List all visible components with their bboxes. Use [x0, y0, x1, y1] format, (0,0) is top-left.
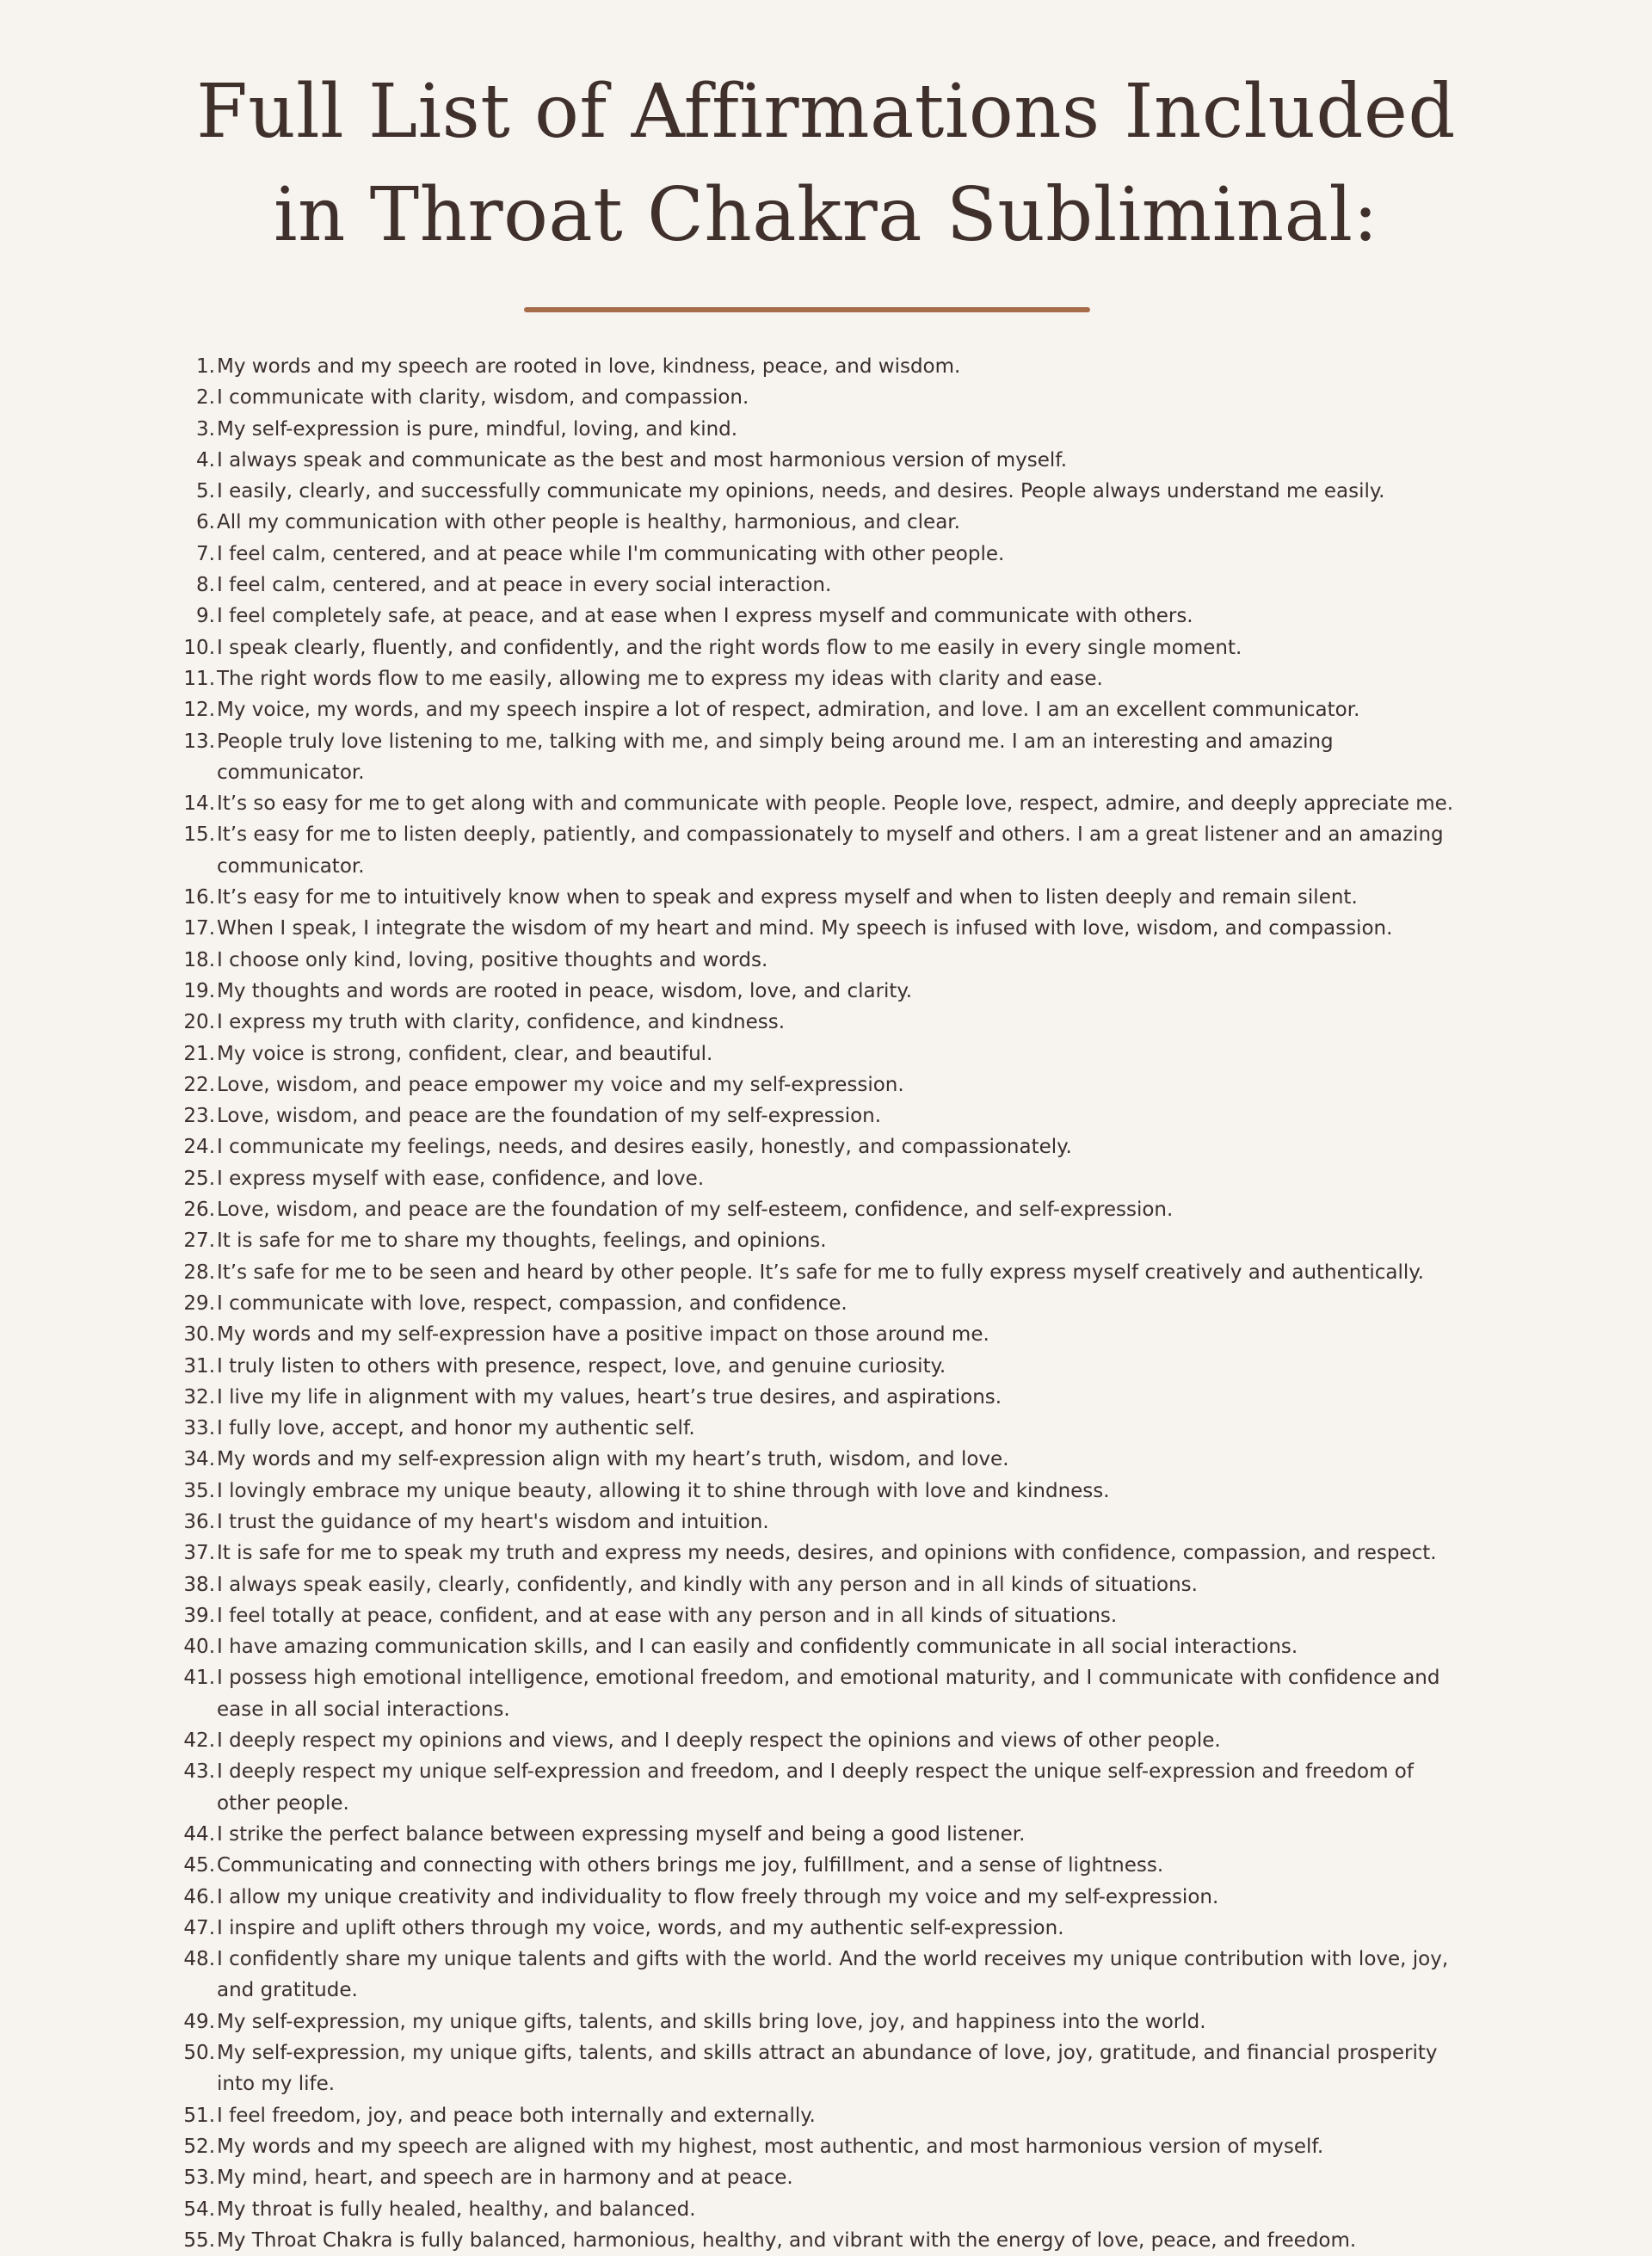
item-number: 44. — [183, 1822, 215, 1846]
item-number: 51. — [183, 2104, 215, 2127]
item-text: I inspire and uplift others through my voice, words, and my authentic self-expression. — [217, 1916, 1064, 1939]
item-text: I fully love, accept, and honor my authentic self. — [217, 1417, 695, 1440]
item-number: 29. — [183, 1291, 215, 1315]
item-number: 37. — [183, 1542, 215, 1565]
item-number: 13. — [183, 730, 215, 753]
item-number: 27. — [183, 1230, 215, 1253]
item-number: 34. — [183, 1448, 215, 1471]
item-number: 32. — [183, 1385, 215, 1408]
item-text: I confidently share my unique talents and gifts with the world. And the world receives my unique contribution with love, joy, and gratitude. — [217, 1948, 1449, 2002]
page-title-line-1: Full List of Affirmations Included — [196, 69, 1456, 155]
list-item — [172, 1600, 1463, 1631]
item-number: 53. — [183, 2167, 215, 2190]
item-number: 31. — [183, 1354, 215, 1378]
item-text: I communicate my feelings, needs, and desires easily, honestly, and compassionately. — [217, 1136, 1072, 1159]
item-text: Love, wisdom, and peace are the foundation of my self-expression. — [217, 1105, 882, 1128]
item-number: 50. — [183, 2042, 215, 2065]
item-number: 22. — [183, 1073, 215, 1096]
list-item — [172, 1850, 1463, 1881]
item-text: I feel calm, centered, and at peace in every social interaction. — [217, 574, 832, 597]
list-item — [172, 976, 1463, 1007]
list-item — [172, 1569, 1463, 1600]
list-item — [172, 1100, 1463, 1131]
list-item — [172, 1444, 1463, 1475]
list-item — [172, 1194, 1463, 1225]
list-item — [172, 2006, 1463, 2037]
item-number: 4. — [196, 448, 215, 472]
item-number: 9. — [196, 605, 215, 628]
item-number: 2. — [196, 386, 215, 410]
item-text: Love, wisdom, and peace are the foundation of my self-esteem, confidence, and self-expression. — [217, 1199, 1174, 1222]
item-text: My throat is fully healed, healthy, and balanced. — [217, 2197, 696, 2221]
list-item — [172, 1819, 1463, 1850]
item-text: My self-expression is pure, mindful, loving, and kind. — [217, 417, 738, 441]
list-item — [172, 788, 1463, 819]
item-text: I always speak and communicate as the best and most harmonious version of myself. — [217, 448, 1068, 472]
item-text: When I speak, I integrate the wisdom of my heart and mind. My speech is infused with love, wisdom, and compassion. — [217, 917, 1393, 940]
item-number: 11. — [183, 667, 215, 690]
list-item — [172, 694, 1463, 725]
item-text: I feel totally at peace, confident, and at ease with any person and in all kinds of situations. — [217, 1604, 1118, 1627]
affirmations-list — [172, 351, 1463, 2256]
list-item — [172, 2194, 1463, 2225]
list-item — [172, 663, 1463, 694]
list-item — [172, 1913, 1463, 1944]
page-title — [0, 60, 1652, 267]
list-item — [172, 819, 1463, 882]
list-item — [172, 414, 1463, 445]
list-item — [172, 1069, 1463, 1100]
list-item — [172, 445, 1463, 476]
item-text: I communicate with clarity, wisdom, and compassion. — [217, 386, 749, 410]
item-number: 39. — [183, 1604, 215, 1627]
item-text: I express myself with ease, confidence, and love. — [217, 1167, 705, 1190]
list-item — [172, 726, 1463, 789]
item-number: 47. — [183, 1916, 215, 1939]
item-text: I allow my unique creativity and individuality to flow freely through my voice and my self-expression. — [217, 1885, 1219, 1908]
item-text: My mind, heart, and speech are in harmony and at peace. — [217, 2167, 793, 2190]
title-divider — [524, 307, 1090, 312]
item-number: 6. — [196, 511, 215, 534]
item-text: My words and my speech are aligned with my highest, most authentic, and most harmonious version of myself. — [217, 2135, 1324, 2158]
list-item — [172, 507, 1463, 538]
list-item — [172, 945, 1463, 976]
item-text: I lovingly embrace my unique beauty, allowing it to shine through with love and kindness. — [217, 1479, 1110, 1502]
item-text: It is safe for me to speak my truth and express my needs, desires, and opinions with confidence, compassion, and respect. — [217, 1542, 1437, 1565]
list-item — [172, 539, 1463, 570]
item-text: I always speak easily, clearly, confidently, and kindly with any person and in all kinds of situations. — [217, 1573, 1198, 1596]
list-item — [172, 882, 1463, 913]
item-text: My words and my self-expression have a positive impact on those around me. — [217, 1323, 989, 1347]
item-number: 15. — [183, 823, 215, 847]
list-item — [172, 1131, 1463, 1162]
item-text: It’s so easy for me to get along with and communicate with people. People love, respect, admire, and deeply appreciate me. — [217, 792, 1454, 816]
item-number: 35. — [183, 1479, 215, 1502]
item-text: I speak clearly, fluently, and confidently, and the right words flow to me easily in every single moment. — [217, 636, 1242, 659]
item-number: 46. — [183, 1885, 215, 1908]
item-text: All my communication with other people is healthy, harmonious, and clear. — [217, 511, 960, 534]
item-number: 10. — [183, 636, 215, 659]
item-text: I deeply respect my unique self-expression and freedom, and I deeply respect the unique self-expression and freedom of other people. — [217, 1760, 1414, 1815]
item-text: My words and my speech are rooted in love, kindness, peace, and wisdom. — [217, 355, 961, 378]
item-number: 41. — [183, 1667, 215, 1690]
item-text: I possess high emotional intelligence, emotional freedom, and emotional maturity, and I communicate with confidence and ease in all social interactions. — [217, 1667, 1440, 1721]
item-number: 14. — [183, 792, 215, 816]
item-text: The right words flow to me easily, allowing me to express my ideas with clarity and ease. — [217, 667, 1103, 690]
item-text: It’s easy for me to listen deeply, patiently, and compassionately to myself and others. I am a great listener and an amazing communicator. — [217, 823, 1444, 878]
item-number: 30. — [183, 1323, 215, 1347]
list-item — [172, 1413, 1463, 1444]
item-number: 5. — [196, 480, 215, 503]
list-item — [172, 1007, 1463, 1038]
list-item — [172, 1039, 1463, 1069]
item-number: 48. — [183, 1948, 215, 1971]
item-text: I easily, clearly, and successfully communicate my opinions, needs, and desires. People always understand me easily. — [217, 480, 1385, 503]
item-number: 36. — [183, 1510, 215, 1533]
item-text: People truly love listening to me, talking with me, and simply being around me. I am an interesting and amazing communicator. — [217, 730, 1334, 784]
item-text: I trust the guidance of my heart's wisdom and intuition. — [217, 1510, 769, 1533]
item-number: 38. — [183, 1573, 215, 1596]
list-item — [172, 351, 1463, 382]
list-item — [172, 382, 1463, 413]
item-number: 1. — [196, 355, 215, 378]
item-number: 55. — [183, 2228, 215, 2252]
item-text: I have amazing communication skills, and I can easily and confidently communicate in all social interactions. — [217, 1636, 1298, 1659]
item-number: 25. — [183, 1167, 215, 1190]
item-number: 43. — [183, 1760, 215, 1784]
page-title-line-2: in Throat Chakra Subliminal: — [274, 172, 1378, 258]
list-item — [172, 1382, 1463, 1413]
item-text: I communicate with love, respect, compassion, and confidence. — [217, 1291, 848, 1315]
list-item — [172, 1163, 1463, 1194]
item-number: 52. — [183, 2135, 215, 2158]
item-number: 21. — [183, 1042, 215, 1065]
item-number: 18. — [183, 948, 215, 971]
item-number: 23. — [183, 1105, 215, 1128]
item-number: 24. — [183, 1136, 215, 1159]
list-item — [172, 2131, 1463, 2162]
item-text: I strike the perfect balance between expressing myself and being a good listener. — [217, 1822, 1026, 1846]
list-item — [172, 1725, 1463, 1756]
item-text: Communicating and connecting with others brings me joy, fulfillment, and a sense of lightness. — [217, 1854, 1164, 1877]
item-text: My voice is strong, confident, clear, and beautiful. — [217, 1042, 713, 1065]
item-number: 12. — [183, 699, 215, 722]
list-item — [172, 2037, 1463, 2100]
item-text: My self-expression, my unique gifts, talents, and skills attract an abundance of love, joy, gratitude, and financial prosperity into my life. — [217, 2042, 1438, 2096]
list-item — [172, 1507, 1463, 1538]
item-text: I truly listen to others with presence, respect, love, and genuine curiosity. — [217, 1354, 946, 1378]
item-number: 40. — [183, 1636, 215, 1659]
item-text: I live my life in alignment with my values, heart’s true desires, and aspirations. — [217, 1385, 1002, 1408]
list-item — [172, 1631, 1463, 1662]
item-number: 20. — [183, 1011, 215, 1034]
item-number: 45. — [183, 1854, 215, 1877]
list-item — [172, 1882, 1463, 1913]
item-text: I deeply respect my opinions and views, and I deeply respect the opinions and views of other people. — [217, 1729, 1221, 1753]
item-number: 8. — [196, 574, 215, 597]
item-text: It’s easy for me to intuitively know when to speak and express myself and when to listen deeply and remain silent. — [217, 886, 1358, 909]
list-item — [172, 2225, 1463, 2256]
item-number: 17. — [183, 917, 215, 940]
list-item — [172, 1225, 1463, 1256]
item-text: Love, wisdom, and peace empower my voice and my self-expression. — [217, 1073, 904, 1096]
item-number: 19. — [183, 979, 215, 1002]
item-number: 7. — [196, 542, 215, 565]
item-text: I choose only kind, loving, positive thoughts and words. — [217, 948, 768, 971]
item-text: My thoughts and words are rooted in peace, wisdom, love, and clarity. — [217, 979, 913, 1002]
list-item — [172, 1257, 1463, 1288]
item-number: 49. — [183, 2010, 215, 2033]
item-text: My Throat Chakra is fully balanced, harmonious, healthy, and vibrant with the energy of love, peace, and freedom. — [217, 2228, 1357, 2252]
item-text: I feel freedom, joy, and peace both internally and externally. — [217, 2104, 816, 2127]
item-number: 42. — [183, 1729, 215, 1753]
item-number: 16. — [183, 886, 215, 909]
item-number: 28. — [183, 1261, 215, 1284]
item-text: My voice, my words, and my speech inspire a lot of respect, admiration, and love. I am an excellent communicator. — [217, 699, 1360, 722]
list-item — [172, 913, 1463, 944]
item-text: I express my truth with clarity, confidence, and kindness. — [217, 1011, 786, 1034]
list-item — [172, 632, 1463, 663]
list-item — [172, 601, 1463, 632]
item-number: 3. — [196, 417, 215, 441]
item-number: 26. — [183, 1199, 215, 1222]
item-text: I feel calm, centered, and at peace while I'm communicating with other people. — [217, 542, 1005, 565]
item-text: I feel completely safe, at peace, and at ease when I express myself and communicate with others. — [217, 605, 1193, 628]
list-item — [172, 1351, 1463, 1382]
list-item — [172, 1476, 1463, 1507]
list-item — [172, 1756, 1463, 1819]
item-text: It is safe for me to share my thoughts, feelings, and opinions. — [217, 1230, 827, 1253]
list-item — [172, 2162, 1463, 2193]
item-text: My words and my self-expression align with my heart’s truth, wisdom, and love. — [217, 1448, 1009, 1471]
list-item — [172, 2100, 1463, 2131]
list-item — [172, 1944, 1463, 2006]
item-number: 54. — [183, 2197, 215, 2221]
list-item — [172, 1662, 1463, 1725]
list-item — [172, 476, 1463, 507]
item-text: It’s safe for me to be seen and heard by other people. It’s safe for me to fully express myself creatively and authentically. — [217, 1261, 1424, 1284]
item-number: 33. — [183, 1417, 215, 1440]
list-item — [172, 570, 1463, 601]
list-item — [172, 1319, 1463, 1350]
list-item — [172, 1538, 1463, 1569]
item-text: My self-expression, my unique gifts, talents, and skills bring love, joy, and happiness into the world. — [217, 2010, 1206, 2033]
list-item — [172, 1288, 1463, 1319]
